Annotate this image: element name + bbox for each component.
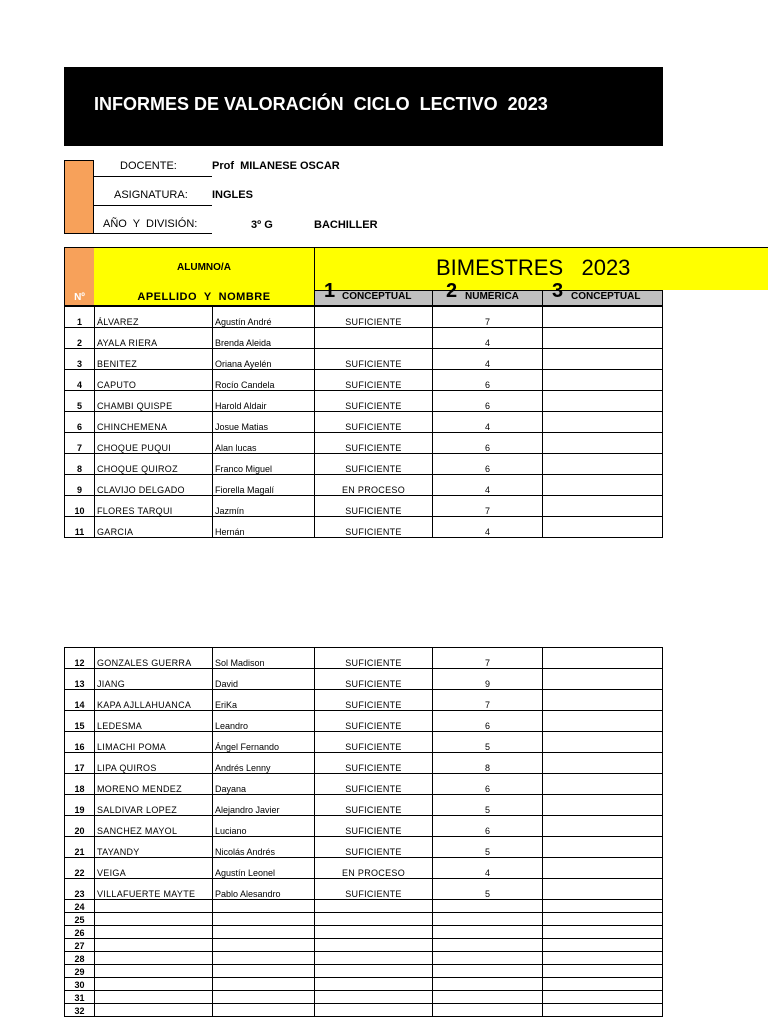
row-apellido: MORENO MENDEZ xyxy=(95,774,213,795)
row-number: 8 xyxy=(65,454,95,475)
row-nombre: Leandro xyxy=(213,711,315,732)
row-apellido xyxy=(95,939,213,952)
row-nombre: Fiorella Magalí xyxy=(213,475,315,496)
row-nombre: Brenda Aleida xyxy=(213,328,315,349)
table-row xyxy=(65,307,663,328)
row-nombre xyxy=(213,952,315,965)
row-apellido xyxy=(95,900,213,913)
row-conceptual-1 xyxy=(315,900,433,913)
row-number: 20 xyxy=(65,816,95,837)
row-conceptual-1 xyxy=(315,939,433,952)
table-row xyxy=(65,454,663,475)
row-numerica-2 xyxy=(433,978,543,991)
header-number-label: Nº xyxy=(64,290,94,306)
row-numerica-2 xyxy=(433,952,543,965)
row-conceptual-3 xyxy=(543,753,663,774)
row-nombre: Andrés Lenny xyxy=(213,753,315,774)
row-number: 22 xyxy=(65,858,95,879)
row-apellido: LIPA QUIROS xyxy=(95,753,213,774)
row-conceptual-3 xyxy=(543,412,663,433)
row-conceptual-3 xyxy=(543,926,663,939)
header-divider xyxy=(542,290,543,306)
row-conceptual-3 xyxy=(543,939,663,952)
row-number: 4 xyxy=(65,370,95,391)
row-conceptual-3 xyxy=(543,328,663,349)
col3-number: 3 xyxy=(552,280,564,302)
row-number: 13 xyxy=(65,669,95,690)
row-number: 6 xyxy=(65,412,95,433)
row-conceptual-3 xyxy=(543,669,663,690)
row-conceptual-3 xyxy=(543,858,663,879)
row-conceptual-1: SUFICIENTE xyxy=(315,732,433,753)
table-row xyxy=(65,991,663,1004)
anio-division-underline xyxy=(94,233,212,234)
row-conceptual-3 xyxy=(543,795,663,816)
row-conceptual-1: SUFICIENTE xyxy=(315,307,433,328)
row-conceptual-1: SUFICIENTE xyxy=(315,391,433,412)
row-apellido: FLORES TARQUI xyxy=(95,496,213,517)
header-divider xyxy=(314,247,315,306)
modalidad-value: BACHILLER xyxy=(314,219,378,231)
row-conceptual-1: SUFICIENTE xyxy=(315,795,433,816)
asignatura-value: INGLES xyxy=(212,189,253,201)
row-nombre: Harold Aldair xyxy=(213,391,315,412)
row-conceptual-1: SUFICIENTE xyxy=(315,412,433,433)
table-row xyxy=(65,669,663,690)
col2-label: NUMÉRICA xyxy=(465,291,519,302)
info-side-marker xyxy=(64,160,94,234)
table-row xyxy=(65,913,663,926)
row-numerica-2 xyxy=(433,926,543,939)
table-row xyxy=(65,837,663,858)
row-numerica-2: 5 xyxy=(433,795,543,816)
row-conceptual-3 xyxy=(543,391,663,412)
row-nombre: Agustín André xyxy=(213,307,315,328)
header-number-block xyxy=(64,247,94,290)
table-row xyxy=(65,370,663,391)
row-conceptual-1 xyxy=(315,978,433,991)
row-numerica-2: 6 xyxy=(433,774,543,795)
row-number: 29 xyxy=(65,965,95,978)
row-number: 27 xyxy=(65,939,95,952)
row-apellido: SALDIVAR LOPEZ xyxy=(95,795,213,816)
row-numerica-2: 4 xyxy=(433,475,543,496)
header-divider xyxy=(432,290,433,306)
row-conceptual-3 xyxy=(543,774,663,795)
table-row xyxy=(65,816,663,837)
row-numerica-2: 7 xyxy=(433,690,543,711)
alumno-header: ALUMNO/A xyxy=(177,262,231,273)
row-conceptual-3 xyxy=(543,816,663,837)
table-row xyxy=(65,926,663,939)
row-number: 12 xyxy=(65,648,95,669)
asignatura-label: ASIGNATURA: xyxy=(114,189,188,201)
row-apellido xyxy=(95,913,213,926)
row-conceptual-3 xyxy=(543,475,663,496)
page-title: INFORMES DE VALORACIÓN CICLO LECTIVO 2023 xyxy=(94,94,548,114)
row-nombre xyxy=(213,978,315,991)
row-numerica-2: 6 xyxy=(433,711,543,732)
row-numerica-2 xyxy=(433,991,543,1004)
row-conceptual-3 xyxy=(543,454,663,475)
row-apellido xyxy=(95,978,213,991)
row-conceptual-3 xyxy=(543,370,663,391)
row-apellido xyxy=(95,926,213,939)
row-conceptual-1 xyxy=(315,913,433,926)
table-row xyxy=(65,475,663,496)
row-number: 9 xyxy=(65,475,95,496)
table-row xyxy=(65,939,663,952)
row-conceptual-1: SUFICIENTE xyxy=(315,711,433,732)
row-numerica-2: 6 xyxy=(433,454,543,475)
row-numerica-2: 6 xyxy=(433,433,543,454)
row-nombre: Alan lucas xyxy=(213,433,315,454)
anio-division-value: 3º G xyxy=(251,219,273,231)
row-apellido: VILLAFUERTE MAYTE xyxy=(95,879,213,900)
asignatura-underline xyxy=(94,205,212,206)
table-row xyxy=(65,900,663,913)
row-conceptual-3 xyxy=(543,952,663,965)
table-row xyxy=(65,433,663,454)
row-apellido xyxy=(95,965,213,978)
row-number: 11 xyxy=(65,517,95,538)
row-conceptual-3 xyxy=(543,711,663,732)
row-conceptual-3 xyxy=(543,433,663,454)
row-conceptual-3 xyxy=(543,648,663,669)
row-nombre: Agustín Leonel xyxy=(213,858,315,879)
row-nombre xyxy=(213,913,315,926)
row-number: 3 xyxy=(65,349,95,370)
row-numerica-2: 7 xyxy=(433,496,543,517)
row-conceptual-1: SUFICIENTE xyxy=(315,753,433,774)
row-numerica-2: 6 xyxy=(433,391,543,412)
row-apellido: KAPA AJLLAHUANCA xyxy=(95,690,213,711)
table-row xyxy=(65,879,663,900)
row-numerica-2 xyxy=(433,900,543,913)
row-conceptual-3 xyxy=(543,900,663,913)
row-apellido: GONZALES GUERRA xyxy=(95,648,213,669)
row-number: 24 xyxy=(65,900,95,913)
row-conceptual-1: SUFICIENTE xyxy=(315,774,433,795)
row-number: 31 xyxy=(65,991,95,1004)
row-number: 28 xyxy=(65,952,95,965)
anio-division-label: AÑO Y DIVISIÓN: xyxy=(103,218,198,230)
row-number: 1 xyxy=(65,307,95,328)
row-apellido: CHOQUE PUQUI xyxy=(95,433,213,454)
row-apellido: VEIGA xyxy=(95,858,213,879)
row-apellido: AYALA RIERA xyxy=(95,328,213,349)
row-nombre: Pablo Alesandro xyxy=(213,879,315,900)
row-numerica-2: 5 xyxy=(433,837,543,858)
row-conceptual-1: SUFICIENTE xyxy=(315,648,433,669)
table-row xyxy=(65,711,663,732)
row-numerica-2: 8 xyxy=(433,753,543,774)
row-number: 17 xyxy=(65,753,95,774)
table-row xyxy=(65,965,663,978)
table-row xyxy=(65,774,663,795)
row-conceptual-1 xyxy=(315,965,433,978)
table-row xyxy=(65,795,663,816)
col3-label: CONCEPTUAL xyxy=(571,291,641,302)
row-nombre: Alejandro Javier xyxy=(213,795,315,816)
row-nombre: Rocío Candela xyxy=(213,370,315,391)
row-apellido: LIMACHI POMA xyxy=(95,732,213,753)
row-number: 10 xyxy=(65,496,95,517)
row-nombre: Ángel Fernando xyxy=(213,732,315,753)
row-apellido: SANCHEZ MAYOL xyxy=(95,816,213,837)
docente-value: Prof MILANESE OSCAR xyxy=(212,160,340,172)
row-number: 16 xyxy=(65,732,95,753)
row-number: 32 xyxy=(65,1004,95,1017)
row-conceptual-1: SUFICIENTE xyxy=(315,517,433,538)
table-row xyxy=(65,391,663,412)
row-nombre xyxy=(213,991,315,1004)
row-apellido: BENITEZ xyxy=(95,349,213,370)
table-row xyxy=(65,648,663,669)
row-nombre xyxy=(213,926,315,939)
row-numerica-2: 4 xyxy=(433,328,543,349)
docente-label: DOCENTE: xyxy=(120,160,177,172)
row-conceptual-1: SUFICIENTE xyxy=(315,370,433,391)
row-numerica-2 xyxy=(433,1004,543,1017)
row-number: 5 xyxy=(65,391,95,412)
row-number: 19 xyxy=(65,795,95,816)
row-nombre: Dayana xyxy=(213,774,315,795)
row-conceptual-1: EN PROCESO xyxy=(315,475,433,496)
row-nombre: Jazmín xyxy=(213,496,315,517)
row-conceptual-1: EN PROCESO xyxy=(315,858,433,879)
table-row xyxy=(65,952,663,965)
table-row xyxy=(65,328,663,349)
row-number: 30 xyxy=(65,978,95,991)
row-numerica-2 xyxy=(433,939,543,952)
row-number: 2 xyxy=(65,328,95,349)
row-apellido: CHAMBI QUISPE xyxy=(95,391,213,412)
apellido-nombre-header: APELLIDO Y NOMBRE xyxy=(137,291,271,303)
row-nombre xyxy=(213,939,315,952)
row-number: 15 xyxy=(65,711,95,732)
row-conceptual-1: SUFICIENTE xyxy=(315,496,433,517)
row-conceptual-1: SUFICIENTE xyxy=(315,349,433,370)
row-conceptual-1 xyxy=(315,328,433,349)
row-apellido xyxy=(95,952,213,965)
row-apellido: LEDESMA xyxy=(95,711,213,732)
students-table-second xyxy=(64,647,663,1017)
row-conceptual-3 xyxy=(543,991,663,1004)
row-numerica-2: 7 xyxy=(433,648,543,669)
row-apellido: TAYANDY xyxy=(95,837,213,858)
row-number: 21 xyxy=(65,837,95,858)
row-nombre: Sol Madison xyxy=(213,648,315,669)
table-row xyxy=(65,349,663,370)
row-conceptual-3 xyxy=(543,913,663,926)
row-nombre: Oriana Ayelén xyxy=(213,349,315,370)
row-nombre xyxy=(213,900,315,913)
row-numerica-2: 4 xyxy=(433,517,543,538)
row-numerica-2: 6 xyxy=(433,370,543,391)
table-row xyxy=(65,690,663,711)
row-nombre: Nicolás Andrés xyxy=(213,837,315,858)
row-conceptual-3 xyxy=(543,517,663,538)
table-row xyxy=(65,496,663,517)
row-numerica-2: 5 xyxy=(433,879,543,900)
row-apellido: CLAVIJO DELGADO xyxy=(95,475,213,496)
col2-number: 2 xyxy=(446,280,458,302)
row-conceptual-3 xyxy=(543,732,663,753)
table-row xyxy=(65,517,663,538)
row-number: 14 xyxy=(65,690,95,711)
row-conceptual-1 xyxy=(315,1004,433,1017)
row-apellido: ÁLVAREZ xyxy=(95,307,213,328)
row-nombre: Hernán xyxy=(213,517,315,538)
students-table-first xyxy=(64,306,663,538)
row-conceptual-1 xyxy=(315,926,433,939)
docente-underline xyxy=(94,176,212,177)
row-apellido: CAPUTO xyxy=(95,370,213,391)
row-conceptual-1 xyxy=(315,952,433,965)
row-apellido: CHINCHEMENA xyxy=(95,412,213,433)
table-row xyxy=(65,1004,663,1017)
row-conceptual-1: SUFICIENTE xyxy=(315,454,433,475)
row-nombre: Franco Miguel xyxy=(213,454,315,475)
row-conceptual-1: SUFICIENTE xyxy=(315,690,433,711)
row-nombre: David xyxy=(213,669,315,690)
row-numerica-2 xyxy=(433,965,543,978)
row-conceptual-3 xyxy=(543,837,663,858)
table-row xyxy=(65,753,663,774)
row-nombre xyxy=(213,1004,315,1017)
row-apellido xyxy=(95,1004,213,1017)
row-conceptual-3 xyxy=(543,496,663,517)
row-conceptual-3 xyxy=(543,879,663,900)
row-number: 23 xyxy=(65,879,95,900)
row-conceptual-3 xyxy=(543,307,663,328)
row-numerica-2: 4 xyxy=(433,349,543,370)
row-conceptual-3 xyxy=(543,965,663,978)
row-nombre xyxy=(213,965,315,978)
col1-label: CONCEPTUAL xyxy=(342,291,412,302)
row-conceptual-1: SUFICIENTE xyxy=(315,837,433,858)
row-nombre: Josue Matias xyxy=(213,412,315,433)
row-conceptual-1: SUFICIENTE xyxy=(315,669,433,690)
row-conceptual-3 xyxy=(543,978,663,991)
row-nombre: Luciano xyxy=(213,816,315,837)
row-conceptual-1: SUFICIENTE xyxy=(315,816,433,837)
row-numerica-2: 9 xyxy=(433,669,543,690)
row-apellido xyxy=(95,991,213,1004)
row-numerica-2: 4 xyxy=(433,412,543,433)
row-number: 18 xyxy=(65,774,95,795)
row-conceptual-3 xyxy=(543,1004,663,1017)
row-number: 26 xyxy=(65,926,95,939)
row-conceptual-1: SUFICIENTE xyxy=(315,433,433,454)
row-conceptual-1 xyxy=(315,991,433,1004)
row-number: 25 xyxy=(65,913,95,926)
col1-number: 1 xyxy=(324,280,336,302)
row-conceptual-3 xyxy=(543,349,663,370)
row-numerica-2: 4 xyxy=(433,858,543,879)
table-row xyxy=(65,732,663,753)
row-apellido: JIANG xyxy=(95,669,213,690)
row-numerica-2 xyxy=(433,913,543,926)
row-apellido: GARCIA xyxy=(95,517,213,538)
row-numerica-2: 7 xyxy=(433,307,543,328)
header-divider xyxy=(662,290,663,306)
row-nombre: EriKa xyxy=(213,690,315,711)
row-conceptual-1: SUFICIENTE xyxy=(315,879,433,900)
table-row xyxy=(65,412,663,433)
row-numerica-2: 6 xyxy=(433,816,543,837)
row-apellido: CHOQUE QUIROZ xyxy=(95,454,213,475)
table-row xyxy=(65,858,663,879)
bimestres-title: BIMESTRES 2023 xyxy=(436,255,631,280)
row-conceptual-3 xyxy=(543,690,663,711)
table-row xyxy=(65,978,663,991)
row-numerica-2: 5 xyxy=(433,732,543,753)
row-number: 7 xyxy=(65,433,95,454)
